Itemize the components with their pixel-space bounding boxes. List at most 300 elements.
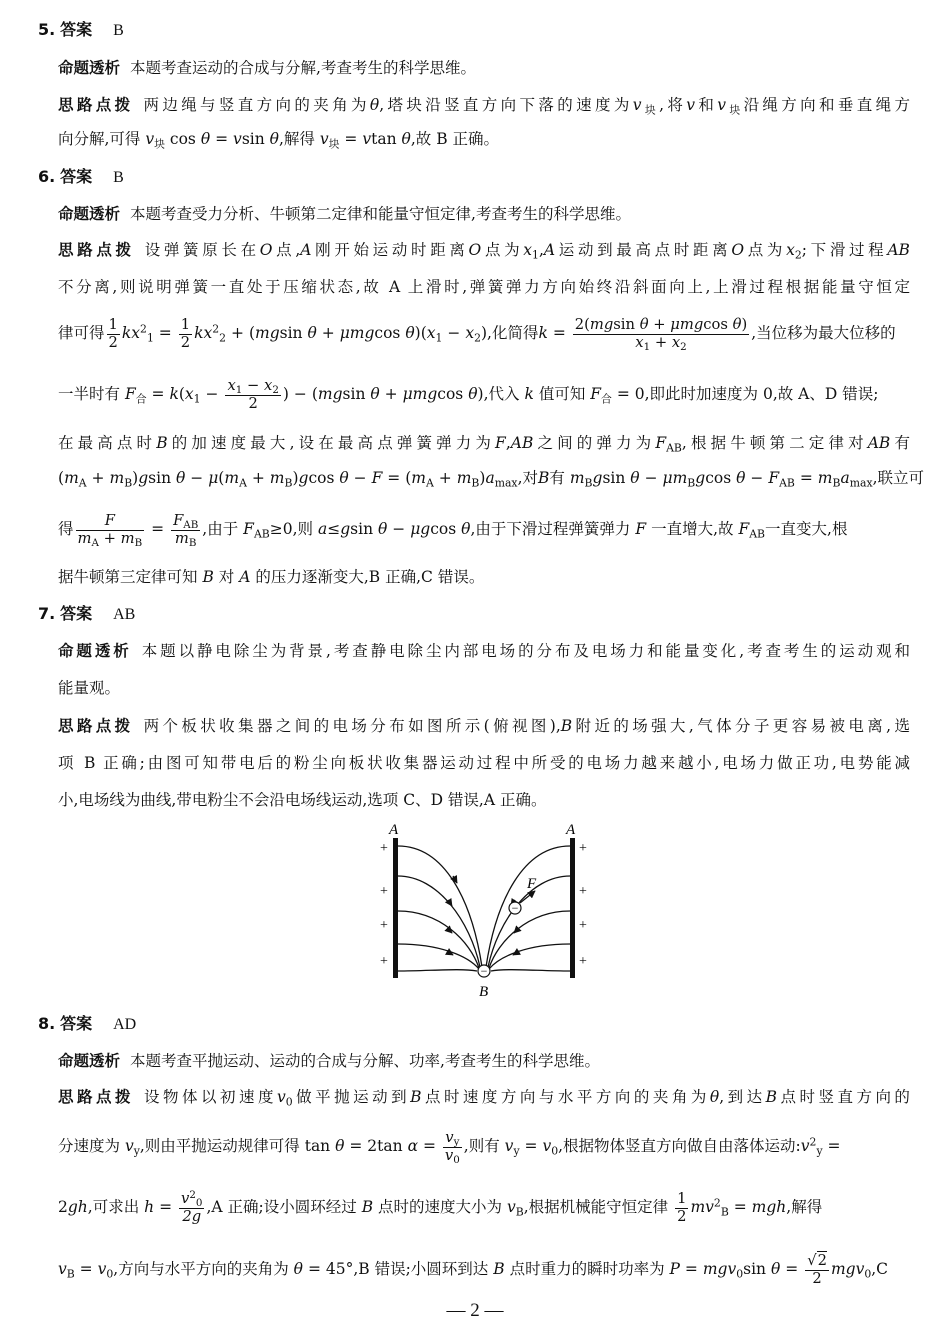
text-run: cos xyxy=(705,469,732,487)
subscript: B xyxy=(124,476,133,490)
subscript: 0 xyxy=(551,1144,559,1158)
superscript: 2 xyxy=(212,322,220,336)
text-run: = xyxy=(785,1260,799,1278)
text-run: 律可得 xyxy=(58,324,105,342)
symbol: v xyxy=(145,130,155,148)
symbol: μ xyxy=(208,469,219,487)
text-run: , xyxy=(505,434,511,452)
text-run: 一半时有 xyxy=(58,385,121,403)
text-run: = xyxy=(79,1260,93,1278)
subscript: B xyxy=(584,476,593,490)
symbol: B xyxy=(410,1088,422,1106)
text-run: ;下滑过程 xyxy=(801,241,888,259)
denominator: 2 xyxy=(805,1270,829,1288)
symbol: F xyxy=(495,434,506,452)
text-run: ,方向与水平方向的夹角为 xyxy=(113,1260,289,1278)
text-run: cos xyxy=(169,130,196,148)
subscript: 0 xyxy=(285,1095,293,1109)
text-run: 一直增大,故 xyxy=(651,520,734,538)
superscript: 2 xyxy=(713,1196,721,1210)
text-run: ) xyxy=(741,315,748,333)
numerator xyxy=(225,378,280,395)
subscript: B xyxy=(515,1205,524,1219)
text-run: ( xyxy=(311,385,318,403)
subscript: AB xyxy=(749,527,766,541)
subscript: 0 xyxy=(195,1196,203,1209)
symbol: B xyxy=(156,434,168,452)
text-run: ) xyxy=(477,385,484,403)
text-run: ,塔块沿竖直方向下落的速度为 xyxy=(379,96,633,114)
text-run: 之间的弹力为 xyxy=(533,434,656,452)
numerator xyxy=(179,1188,204,1209)
text-run: ,化简得 xyxy=(487,324,539,342)
symbol: v xyxy=(686,96,695,114)
text-run: = xyxy=(552,324,566,342)
denominator: 2 xyxy=(108,333,118,351)
text-run: ) xyxy=(292,469,299,487)
text-run: = xyxy=(422,1137,436,1155)
symbol: mg xyxy=(679,315,704,333)
symbol: A xyxy=(239,568,251,586)
subscript: 合 xyxy=(601,392,612,406)
q5-hint-line-2 xyxy=(58,128,910,150)
symbol: m xyxy=(64,469,79,487)
text-run: = xyxy=(344,130,358,148)
plus-sign: + xyxy=(380,884,388,899)
text-run: 刚开始运动时距离 xyxy=(311,241,469,259)
symbol: k xyxy=(169,385,179,403)
text-run: tan xyxy=(371,130,397,148)
plus-sign: + xyxy=(579,884,587,899)
subscript: 2 xyxy=(474,331,481,345)
subscript: max xyxy=(849,476,873,490)
symbol: μ xyxy=(339,324,350,342)
subscript: y xyxy=(513,1144,520,1158)
text-run: sin xyxy=(241,130,265,148)
symbol: x xyxy=(426,324,436,342)
text-run: − xyxy=(293,385,307,403)
text-run: 2 xyxy=(58,1198,68,1216)
symbol: x xyxy=(523,241,533,259)
text-run: 项 B 正确;由图可知带电后的粉尘向板状收集器运动过程中所受的电场力越来越小,电场力做正功,电势能减 xyxy=(58,754,910,772)
subscript: 2 xyxy=(794,248,802,262)
symbol: v xyxy=(800,1137,810,1155)
q6-hint-line-7: 得 $\frac{F}{m_A + m_B}$ = $\frac{F_{AB}}{m_B}$ ,由于 $F_{AB}\ge 0$,则 a≤gsin θ − μgcos θ,由于下滑过程弹簧弹力 F 一直增大,故 $F_{AB}$一直变大,根 xyxy=(58,511,848,549)
numerator xyxy=(443,1130,462,1147)
subscript: 0 xyxy=(736,1267,744,1281)
electrode-label: B xyxy=(479,984,489,1000)
symbol: B xyxy=(765,1088,777,1106)
q8-hint-line-2 xyxy=(58,1126,910,1166)
text-run: ,当位移为最大位移的 xyxy=(751,324,896,342)
symbol: B xyxy=(202,568,214,586)
symbol: θ xyxy=(335,1137,345,1155)
text-run: ,则有 xyxy=(463,1137,500,1155)
subscript: B xyxy=(832,476,841,490)
page-number: — 2 — xyxy=(446,1300,504,1321)
denominator xyxy=(76,530,145,548)
q8-analysis-label: 命题透析 xyxy=(58,1052,121,1070)
symbol: m xyxy=(174,529,189,547)
text-run: ( xyxy=(178,385,185,403)
symbol: θ xyxy=(200,130,211,148)
text-run: ,对 xyxy=(517,469,538,487)
q5-hint-line-1 xyxy=(58,94,910,116)
text-run: 点时重力的瞬时功率为 xyxy=(509,1260,665,1278)
text-run: cos xyxy=(308,469,335,487)
symbol: mg xyxy=(412,385,438,403)
symbol: F xyxy=(590,385,602,403)
symbol: v xyxy=(276,1088,286,1106)
symbol: x xyxy=(671,333,681,351)
text-run: + xyxy=(654,333,668,351)
symbol: P xyxy=(669,1260,680,1278)
symbol: α xyxy=(407,1137,419,1155)
text-run: 小,电场线为曲线,带电粉尘不会沿电场线运动,选项 C、D 错误,A 正确。 xyxy=(58,791,547,809)
denominator: 2 xyxy=(677,1207,687,1225)
symbol: θ xyxy=(709,1088,720,1106)
symbol: AB xyxy=(887,241,910,259)
text-run: = 45°,B 错误;小圆环到达 xyxy=(307,1260,489,1278)
text-run: 附近的场强大,气体分子更容易被电离,选 xyxy=(572,717,910,735)
text-run: ,A 正确;设小圆环经过 xyxy=(206,1198,357,1216)
symbol: g xyxy=(420,520,431,538)
symbol: v xyxy=(362,130,372,148)
q8-hint-line-3 xyxy=(58,1186,910,1228)
numerator xyxy=(171,513,200,530)
q6-answer: B xyxy=(113,169,124,186)
superscript: 2 xyxy=(189,1188,196,1201)
text-run: ≤ xyxy=(327,520,341,538)
text-run: + xyxy=(91,469,105,487)
q5-answer: B xyxy=(113,22,124,39)
symbol: B xyxy=(560,717,573,735)
text-run: sin xyxy=(743,1260,767,1278)
q6-hint-line-8 xyxy=(58,566,910,588)
symbol: A xyxy=(543,241,556,259)
symbol: mgv xyxy=(830,1260,865,1278)
symbol: v xyxy=(58,1260,67,1278)
symbol: O xyxy=(731,241,745,259)
text-run: − xyxy=(205,385,219,403)
text-run: = xyxy=(387,469,401,487)
text-run: + xyxy=(103,529,116,547)
symbol: 2g xyxy=(182,1207,202,1225)
text-run: 有 xyxy=(890,434,910,452)
q6-number: 6. xyxy=(38,167,56,186)
text-run: = xyxy=(524,1137,538,1155)
subscript: 0 xyxy=(106,1267,114,1281)
right-collector-plate xyxy=(570,838,575,978)
symbol: g xyxy=(298,469,309,487)
text-run: 运动到最高点时距离 xyxy=(555,241,732,259)
subscript: A xyxy=(91,536,99,549)
symbol: θ xyxy=(369,96,380,114)
text-run: 值可知 xyxy=(538,385,586,403)
symbol: F xyxy=(124,385,136,403)
symbol: v xyxy=(97,1260,107,1278)
symbol: x xyxy=(227,376,236,394)
subscript: 1 xyxy=(146,331,154,345)
q7-analysis-text: 本题以静电除尘为背景,考查静电除尘内部电场的分布及电场力和能量变化,考查考生的运动观和 xyxy=(141,642,910,660)
text-run: 能量观。 xyxy=(58,679,121,697)
q6-hint-label: 思路点拨 xyxy=(58,241,135,259)
text-run: ) xyxy=(480,324,488,342)
text-run: ( xyxy=(218,469,225,487)
symbol: AB xyxy=(510,434,534,452)
subscript: 块 xyxy=(328,137,340,151)
plus-sign: + xyxy=(579,841,587,856)
q7-hint-line-3 xyxy=(58,789,910,811)
symbol: g xyxy=(340,520,351,538)
symbol: k xyxy=(538,324,548,342)
denominator: 2 xyxy=(180,333,191,351)
subscript: B xyxy=(284,476,293,490)
text-run: ( xyxy=(405,469,412,487)
symbol: θ xyxy=(269,130,279,148)
subscript: 合 xyxy=(135,392,147,406)
field-line xyxy=(491,970,570,971)
text-run: sin xyxy=(342,385,366,403)
text-run: 分速度为 xyxy=(58,1137,121,1155)
symbol: m xyxy=(569,469,585,487)
text-run: + xyxy=(653,315,666,333)
subscript: AB xyxy=(779,476,795,490)
text-run: ,由于下滑过程弹簧弹力 xyxy=(470,520,631,538)
symbol: mgh xyxy=(751,1198,787,1216)
text-run: sin xyxy=(350,520,374,538)
symbol: O xyxy=(259,241,273,259)
symbol: θ xyxy=(401,130,411,148)
superscript: 2 xyxy=(140,322,147,336)
text-run: ,由于 xyxy=(202,520,239,538)
subscript: 块 xyxy=(154,137,165,151)
text-run: sin xyxy=(279,324,303,342)
text-run: ) xyxy=(282,385,289,403)
subscript: 1 xyxy=(235,383,243,396)
text-run: sin xyxy=(613,315,635,333)
symbol: v xyxy=(444,1146,454,1164)
subscript: B xyxy=(134,536,143,549)
q6-hint-line-3: 律可得 $\frac{1}{2}$ $kx^2_1$ = $\frac{1}{2}$ $kx^2_2 + (mgsin$ θ + μmgcos $\theta)(x_1 - x_2)$,化简得k = $\frac{\text{2(mgsin θ + μmgcos θ)}}{x_1 + x_2}$ ,当位移为最大位移的 xyxy=(58,315,896,353)
symbol: x xyxy=(786,241,795,259)
text-run: 点时速度方向与水平方向的夹角为 xyxy=(421,1088,710,1106)
symbol: h xyxy=(144,1198,155,1216)
q8-hint-label: 思路点拨 xyxy=(58,1088,134,1106)
text-run: cos xyxy=(703,315,728,333)
field-line xyxy=(489,944,570,969)
text-run: = 2tan xyxy=(349,1137,403,1155)
text-run: ,联立可 xyxy=(872,469,925,487)
text-run: ,解得 xyxy=(279,130,315,148)
text-run: ) xyxy=(479,469,486,487)
symbol: θ xyxy=(770,1260,781,1278)
q6-analysis xyxy=(58,203,910,225)
fraction xyxy=(573,317,749,351)
text-run: = xyxy=(151,520,165,538)
text-run: 的压力逐渐变大,B 正确,C 错误。 xyxy=(255,568,485,586)
symbol: B xyxy=(493,1260,505,1278)
text-run: 得 xyxy=(58,520,74,538)
text-run: 的加速度最大,设在最高点弹簧弹力为 xyxy=(167,434,496,452)
symbol: F xyxy=(768,469,780,487)
symbol: a xyxy=(485,469,495,487)
plus-sign: + xyxy=(579,918,587,933)
electric-field-diagram xyxy=(360,816,600,1006)
subscript: A xyxy=(425,476,434,490)
q7-answer: AB xyxy=(113,606,136,623)
text-run: ,根据牛顿第二定律对 xyxy=(681,434,868,452)
symbol: A xyxy=(300,241,312,259)
symbol: v xyxy=(542,1137,552,1155)
sqrt-radicand: 2 xyxy=(817,1251,827,1269)
force-arrow xyxy=(520,891,535,903)
superscript: 2 xyxy=(809,1135,817,1149)
text-run: 点时的速度大小为 xyxy=(378,1198,503,1216)
subscript: A xyxy=(78,476,87,490)
q7-answer-label: 答案 xyxy=(60,604,93,623)
q8-hint-line-1 xyxy=(58,1086,910,1108)
q6-hint-line-4: 一半时有 $F_合 = k(x_1$ − $\frac{x_1 - x_2}{2}$ ) − (mgsin θ + μmgcos θ),代入 k 值可知 $F_合 = 0$,即此时加速度为 0,故 A、D 错误; xyxy=(58,376,879,412)
q6-header xyxy=(38,166,890,189)
symbol: m xyxy=(411,469,426,487)
symbol: m xyxy=(224,469,240,487)
symbol: m xyxy=(120,529,135,547)
subscript: AB xyxy=(253,527,270,541)
symbol: m xyxy=(817,469,833,487)
subscript: y xyxy=(816,1144,823,1158)
text-run: 点为 xyxy=(744,241,787,259)
symbol: F xyxy=(104,511,115,529)
text-run: 和 xyxy=(694,96,718,114)
symbol: k xyxy=(524,385,534,403)
symbol: O xyxy=(468,241,482,259)
text-run: − xyxy=(750,469,764,487)
subscript: AB xyxy=(666,441,682,455)
plus-sign: + xyxy=(380,841,388,856)
text-run: 点为 xyxy=(481,241,524,259)
q5-hint-label: 思路点拨 xyxy=(58,96,134,114)
q8-analysis xyxy=(58,1050,910,1072)
text-run: 沿绳方向和垂直绳方 xyxy=(743,96,910,114)
text-run: ) xyxy=(132,469,139,487)
field-line xyxy=(398,944,479,969)
subscript: 2 xyxy=(219,331,227,345)
text-run: = xyxy=(151,385,165,403)
text-run: sin xyxy=(602,469,626,487)
symbol: m xyxy=(456,469,472,487)
text-run: = xyxy=(827,1137,841,1155)
symbol: mg xyxy=(317,385,343,403)
text-run: 不分离,则说明弹簧一直处于压缩状态,故 A 上滑时,弹簧弹力方向始终沿斜面向上,上滑过程根据能量守恒定 xyxy=(58,278,910,296)
symbol: v xyxy=(632,96,642,114)
fraction xyxy=(805,1253,829,1287)
text-run: ,解得 xyxy=(786,1198,823,1216)
left-plate-label: A xyxy=(389,822,399,838)
subscript: B xyxy=(720,1205,729,1219)
symbol: k xyxy=(121,324,132,342)
minus-sign: − xyxy=(480,964,488,978)
symbol: mg xyxy=(589,315,614,333)
symbol: F xyxy=(738,520,750,538)
text-run: 一直变大,根 xyxy=(765,520,848,538)
symbol: v xyxy=(445,1128,454,1146)
text-run: ,根据物体竖直方向做自由落体运动: xyxy=(558,1137,801,1155)
q5-analysis-text: 本题考查运动的合成与分解,考查考生的科学思维。 xyxy=(130,59,476,77)
subscript: 2 xyxy=(680,340,687,353)
q8-answer-label: 答案 xyxy=(60,1014,93,1033)
subscript: y xyxy=(453,1135,460,1148)
symbol: F xyxy=(173,511,184,529)
symbol: m xyxy=(269,469,285,487)
q5-answer-label: 答案 xyxy=(60,20,93,39)
symbol: AB xyxy=(867,434,891,452)
text-run: 做平抛运动到 xyxy=(292,1088,411,1106)
text-run: − xyxy=(190,469,204,487)
q5-analysis xyxy=(58,57,910,79)
symbol: μ xyxy=(402,385,413,403)
text-run: 向分解,可得 xyxy=(58,130,141,148)
text-run: ≥0,则 xyxy=(269,520,314,538)
plus-sign: + xyxy=(380,954,388,969)
minus-sign: − xyxy=(511,901,519,915)
subscript: A xyxy=(239,476,247,490)
symbol: B xyxy=(538,469,550,487)
numerator xyxy=(76,513,145,530)
subscript: 1 xyxy=(532,248,539,262)
text-run: + xyxy=(438,469,452,487)
symbol: v xyxy=(319,130,329,148)
text-run: − xyxy=(644,469,658,487)
denominator xyxy=(573,334,749,352)
q6-analysis-text: 本题考查受力分析、牛顿第二定律和能量守恒定律,考查考生的科学思维。 xyxy=(130,205,631,223)
symbol: g xyxy=(592,469,603,487)
symbol: g xyxy=(138,469,149,487)
numerator: 1 xyxy=(180,315,191,333)
q7-analysis-label: 命题透析 xyxy=(58,642,132,660)
symbol: a xyxy=(317,520,328,538)
symbol: v xyxy=(717,96,726,114)
subscript: 1 xyxy=(193,392,201,406)
q6-answer-label: 答案 xyxy=(60,167,93,186)
q5-analysis-label: 命题透析 xyxy=(58,59,121,77)
text-run: , xyxy=(538,241,544,259)
q7-hint-label: 思路点拨 xyxy=(58,717,134,735)
text-run: ( xyxy=(58,469,65,487)
q8-header xyxy=(38,1013,890,1036)
symbol: F xyxy=(371,469,383,487)
text-run: = xyxy=(684,1260,698,1278)
field-line xyxy=(398,970,477,971)
denominator xyxy=(179,1208,204,1226)
q5-header xyxy=(38,19,890,42)
subscript: B xyxy=(188,536,197,549)
q6-hint-line-1 xyxy=(58,239,910,261)
numerator: 1 xyxy=(677,1189,687,1207)
q5-number: 5. xyxy=(38,20,56,39)
symbol: θ xyxy=(293,1260,303,1278)
fraction xyxy=(107,317,120,351)
symbol: gh xyxy=(67,1198,88,1216)
text-run: − xyxy=(447,324,461,342)
plus-sign: + xyxy=(380,918,388,933)
denominator xyxy=(171,530,200,548)
subscript: 块 xyxy=(725,103,744,117)
fraction xyxy=(225,378,280,412)
q6-analysis-label: 命题透析 xyxy=(58,205,121,223)
symbol: μ xyxy=(662,469,673,487)
subscript: 1 xyxy=(643,340,651,353)
